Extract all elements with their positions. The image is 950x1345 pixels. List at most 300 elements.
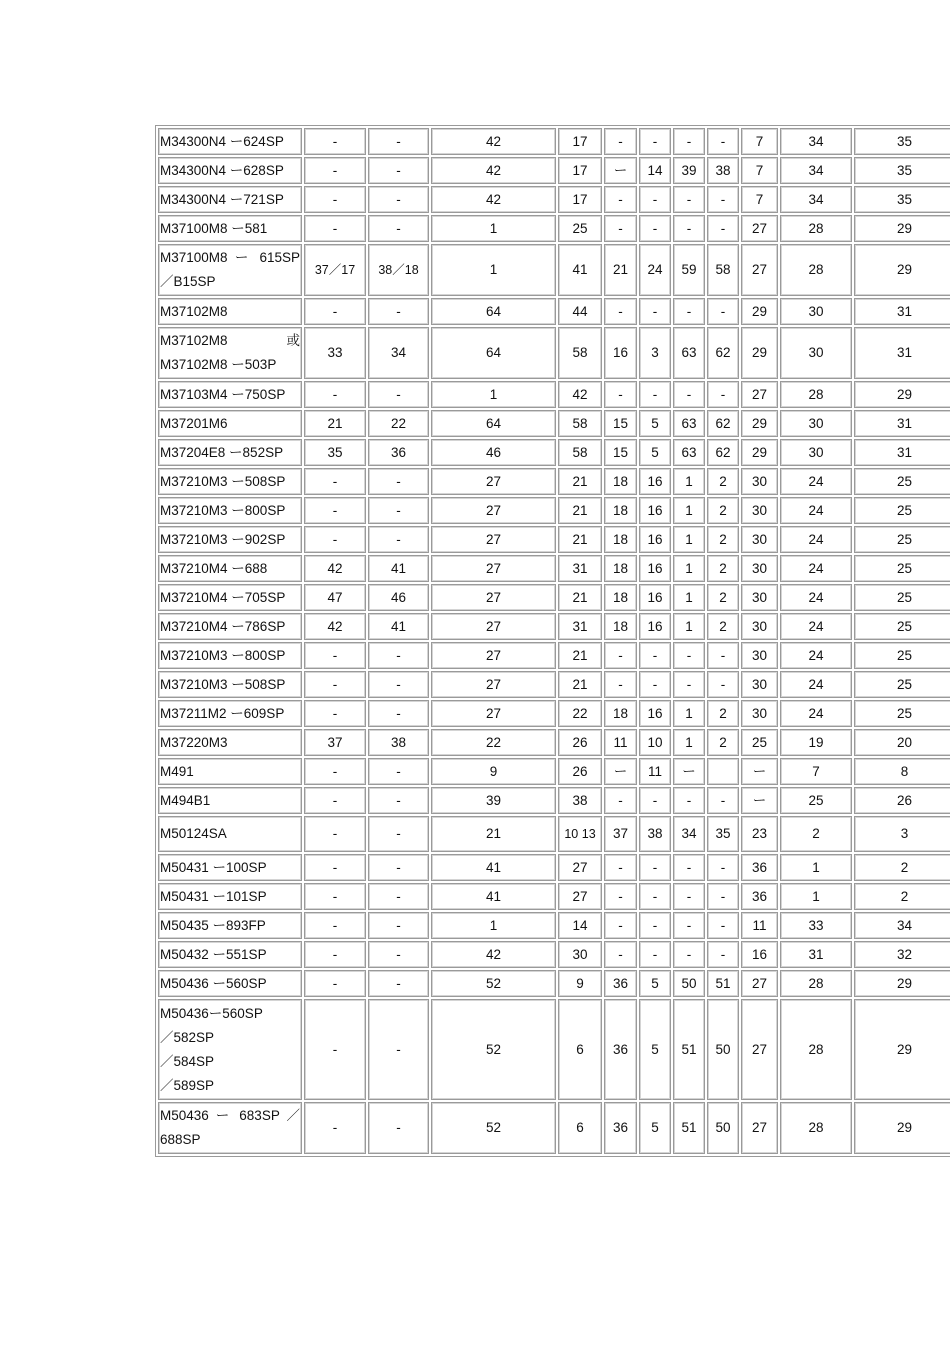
model-cell — [158, 642, 302, 669]
value-cell: - — [304, 941, 366, 968]
model-cell — [158, 816, 302, 852]
value-cell: 52 — [431, 1102, 556, 1154]
value-cell: - — [707, 941, 739, 968]
model-line: M491 — [160, 763, 194, 779]
table-row — [158, 468, 950, 495]
value-cell: 2 — [707, 468, 739, 495]
value-cell: 26 — [854, 787, 950, 814]
model-line: 688SP — [160, 1132, 201, 1147]
value-cell: - — [304, 215, 366, 242]
value-cell: 1 — [673, 497, 705, 524]
value-cell: - — [639, 941, 671, 968]
model-line: M37103M4 ー750SP — [160, 386, 286, 402]
model-line: M34300N4 ー721SP — [160, 191, 284, 207]
value-cell: 32 — [854, 941, 950, 968]
value-cell: 42 — [431, 128, 556, 155]
value-cell: 27 — [431, 584, 556, 611]
value-cell: - — [673, 215, 705, 242]
value-cell: 16 — [639, 584, 671, 611]
value-cell: - — [304, 526, 366, 553]
value-cell: 22 — [431, 729, 556, 756]
value-cell: 51 — [707, 970, 739, 997]
value-cell: 3 — [639, 327, 671, 379]
table-row — [158, 613, 950, 640]
value-cell: 24 — [780, 584, 852, 611]
value-cell: - — [368, 700, 429, 727]
value-cell: 30 — [741, 700, 778, 727]
value-cell: - — [639, 912, 671, 939]
value-cell: 16 — [639, 613, 671, 640]
value-cell: - — [368, 298, 429, 325]
value-cell: - — [639, 883, 671, 910]
value-cell: 41 — [558, 244, 602, 296]
value-cell: 33 — [304, 327, 366, 379]
table-row — [158, 729, 950, 756]
value-cell: 21 — [604, 244, 637, 296]
value-cell: - — [707, 671, 739, 698]
value-cell: 36 — [604, 999, 637, 1100]
value-cell: - — [639, 215, 671, 242]
model-cell — [158, 327, 302, 379]
value-cell: 1 — [673, 526, 705, 553]
value-cell: 63 — [673, 327, 705, 379]
value-cell: 27 — [741, 215, 778, 242]
value-cell: 64 — [431, 298, 556, 325]
value-cell: 30 — [780, 298, 852, 325]
value-cell: 11 — [639, 758, 671, 785]
model-line: ／589SP — [160, 1077, 215, 1093]
model-cell — [158, 854, 302, 881]
value-cell: 18 — [604, 613, 637, 640]
value-cell — [707, 758, 739, 785]
model-cell — [158, 410, 302, 437]
value-cell: 25 — [854, 497, 950, 524]
value-cell: - — [604, 787, 637, 814]
value-cell: 21 — [558, 671, 602, 698]
value-cell: 52 — [431, 970, 556, 997]
value-cell: 7 — [741, 186, 778, 213]
table-row — [158, 381, 950, 408]
value-cell: 34 — [780, 157, 852, 184]
table-row — [158, 584, 950, 611]
value-cell: 1 — [431, 244, 556, 296]
table-row — [158, 1102, 950, 1154]
model-line: ／582SP — [160, 1029, 215, 1045]
pin-mapping-table — [155, 125, 950, 1157]
value-cell: 50 — [707, 1102, 739, 1154]
model-cell — [158, 128, 302, 155]
table-row — [158, 642, 950, 669]
value-cell: - — [604, 912, 637, 939]
value-cell: 27 — [741, 381, 778, 408]
value-cell: 24 — [780, 526, 852, 553]
value-cell: 42 — [431, 941, 556, 968]
value-cell: - — [639, 381, 671, 408]
model-cell — [158, 758, 302, 785]
value-cell: 52 — [431, 999, 556, 1100]
value-cell: 29 — [854, 244, 950, 296]
model-cell — [158, 298, 302, 325]
value-cell: - — [304, 381, 366, 408]
value-cell: - — [304, 999, 366, 1100]
value-cell: - — [368, 128, 429, 155]
value-cell: 29 — [741, 327, 778, 379]
value-cell: 10 — [639, 729, 671, 756]
value-cell: 7 — [741, 128, 778, 155]
model-line: M37210M3 ー508SP — [160, 473, 286, 489]
value-cell: - — [368, 912, 429, 939]
value-cell: - — [304, 497, 366, 524]
value-cell: 21 — [558, 497, 602, 524]
value-cell: 28 — [780, 215, 852, 242]
value-cell: 27 — [431, 468, 556, 495]
model-line: M37102M8 — [160, 303, 228, 319]
table-row — [158, 787, 950, 814]
value-cell: 27 — [741, 244, 778, 296]
value-cell: 24 — [780, 700, 852, 727]
value-cell: - — [707, 642, 739, 669]
value-cell: ー — [673, 758, 705, 785]
value-cell: 21 — [558, 526, 602, 553]
value-cell: 36 — [741, 883, 778, 910]
value-cell: 36 — [741, 854, 778, 881]
value-cell: 36 — [368, 439, 429, 466]
table-row — [158, 970, 950, 997]
value-cell: - — [604, 215, 637, 242]
value-cell: 29 — [854, 1102, 950, 1154]
value-cell: 25 — [558, 215, 602, 242]
model-cell — [158, 468, 302, 495]
value-cell: - — [604, 883, 637, 910]
value-cell: 34 — [368, 327, 429, 379]
table-row — [158, 758, 950, 785]
value-cell: 30 — [780, 327, 852, 379]
value-cell: 42 — [304, 555, 366, 582]
model-line: M37210M4 ー688 — [160, 560, 268, 576]
value-cell: 51 — [673, 1102, 705, 1154]
model-line: M494B1 — [160, 792, 211, 808]
value-cell: 28 — [780, 244, 852, 296]
value-cell: 15 — [604, 410, 637, 437]
value-cell: 27 — [431, 700, 556, 727]
value-cell: 38 — [558, 787, 602, 814]
value-cell: 1 — [673, 468, 705, 495]
value-cell: 1 — [673, 613, 705, 640]
table-row — [158, 298, 950, 325]
value-cell: 41 — [368, 613, 429, 640]
table-row — [158, 700, 950, 727]
table-row — [158, 999, 950, 1100]
value-cell: - — [639, 787, 671, 814]
value-cell: - — [639, 671, 671, 698]
table-row — [158, 816, 950, 852]
value-cell: 27 — [741, 1102, 778, 1154]
value-cell: 2 — [707, 700, 739, 727]
value-cell: 27 — [741, 999, 778, 1100]
value-cell: - — [639, 854, 671, 881]
value-cell: 64 — [431, 410, 556, 437]
value-cell: 5 — [639, 999, 671, 1100]
value-cell: 5 — [639, 1102, 671, 1154]
value-cell: 16 — [604, 327, 637, 379]
document-page — [155, 125, 950, 1157]
value-cell: 21 — [304, 410, 366, 437]
value-cell: 24 — [639, 244, 671, 296]
value-cell: 17 — [558, 128, 602, 155]
table-row — [158, 883, 950, 910]
value-cell: 15 — [604, 439, 637, 466]
value-cell: 1 — [780, 854, 852, 881]
value-cell: - — [304, 298, 366, 325]
value-cell: 2 — [780, 816, 852, 852]
table-row — [158, 244, 950, 296]
value-cell: 1 — [673, 555, 705, 582]
value-cell: - — [639, 298, 671, 325]
value-cell: 35 — [707, 816, 739, 852]
value-cell: - — [368, 854, 429, 881]
value-cell: - — [604, 298, 637, 325]
value-cell: 21 — [558, 468, 602, 495]
table-row — [158, 854, 950, 881]
value-cell: 30 — [558, 941, 602, 968]
value-cell: - — [673, 787, 705, 814]
value-cell: 18 — [604, 555, 637, 582]
value-cell: - — [368, 883, 429, 910]
value-cell: - — [639, 128, 671, 155]
value-cell: - — [707, 298, 739, 325]
value-cell: 2 — [707, 526, 739, 553]
model-line: M37210M3 ー800SP — [160, 502, 286, 518]
value-cell: 20 — [854, 729, 950, 756]
value-cell: - — [304, 642, 366, 669]
value-cell: 37／17 — [304, 244, 366, 296]
value-cell: 41 — [368, 555, 429, 582]
table-row — [158, 555, 950, 582]
value-cell: 35 — [854, 128, 950, 155]
value-cell: 25 — [854, 642, 950, 669]
value-cell: 51 — [673, 999, 705, 1100]
value-cell: 25 — [854, 468, 950, 495]
value-cell: - — [304, 186, 366, 213]
value-cell: 3 — [854, 816, 950, 852]
value-cell: 29 — [854, 381, 950, 408]
model-cell — [158, 381, 302, 408]
model-line: M37210M4 ー705SP — [160, 589, 286, 605]
model-cell — [158, 912, 302, 939]
value-cell: - — [673, 298, 705, 325]
value-cell: - — [673, 642, 705, 669]
value-cell: - — [304, 816, 366, 852]
value-cell: 50 — [707, 999, 739, 1100]
value-cell: 9 — [558, 970, 602, 997]
model-line: M50124SA — [160, 826, 227, 841]
table-body — [158, 128, 950, 1154]
model-line: M37100M8 ー 615SP — [160, 250, 300, 265]
value-cell: - — [368, 1102, 429, 1154]
table-row — [158, 327, 950, 379]
value-cell: 17 — [558, 186, 602, 213]
value-cell: 34 — [854, 912, 950, 939]
model-cell — [158, 157, 302, 184]
value-cell: 2 — [854, 854, 950, 881]
value-cell: 16 — [639, 555, 671, 582]
value-cell: - — [604, 381, 637, 408]
value-cell: - — [368, 381, 429, 408]
value-cell: - — [304, 758, 366, 785]
value-cell: 16 — [639, 468, 671, 495]
value-cell: - — [604, 854, 637, 881]
table-row — [158, 439, 950, 466]
value-cell: 18 — [604, 526, 637, 553]
value-cell: - — [304, 854, 366, 881]
model-line: M37220M3 — [160, 734, 228, 750]
value-cell: 47 — [304, 584, 366, 611]
value-cell: 34 — [780, 128, 852, 155]
value-cell: 46 — [431, 439, 556, 466]
model-line: M37102M8 ー503P — [160, 357, 277, 372]
value-cell: 18 — [604, 700, 637, 727]
value-cell: 30 — [741, 555, 778, 582]
value-cell: - — [304, 157, 366, 184]
value-cell: 1 — [780, 883, 852, 910]
value-cell: - — [304, 787, 366, 814]
value-cell: 58 — [558, 410, 602, 437]
value-cell: 29 — [741, 410, 778, 437]
value-cell: - — [673, 671, 705, 698]
model-line: M34300N4 ー624SP — [160, 133, 284, 149]
value-cell: 42 — [558, 381, 602, 408]
model-cell — [158, 497, 302, 524]
value-cell: 27 — [431, 613, 556, 640]
model-cell — [158, 729, 302, 756]
value-cell: 16 — [741, 941, 778, 968]
value-cell: 25 — [854, 526, 950, 553]
value-cell: 27 — [431, 497, 556, 524]
model-line: M37102M8 或 — [160, 333, 300, 348]
value-cell: 41 — [431, 854, 556, 881]
value-cell: 31 — [854, 410, 950, 437]
model-line: M37210M3 ー508SP — [160, 676, 286, 692]
value-cell: 28 — [780, 1102, 852, 1154]
value-cell: 14 — [639, 157, 671, 184]
value-cell: - — [304, 912, 366, 939]
value-cell: 31 — [780, 941, 852, 968]
value-cell: 33 — [780, 912, 852, 939]
value-cell: 25 — [854, 555, 950, 582]
value-cell: 58 — [707, 244, 739, 296]
value-cell: - — [304, 128, 366, 155]
value-cell: - — [368, 970, 429, 997]
model-cell — [158, 671, 302, 698]
value-cell: 16 — [639, 700, 671, 727]
value-cell: - — [673, 941, 705, 968]
value-cell: - — [707, 883, 739, 910]
model-cell — [158, 1102, 302, 1154]
value-cell: 28 — [780, 970, 852, 997]
model-cell — [158, 941, 302, 968]
value-cell: - — [673, 381, 705, 408]
value-cell: 31 — [558, 613, 602, 640]
value-cell: 24 — [780, 497, 852, 524]
value-cell: 2 — [707, 584, 739, 611]
model-line: M50436 ー560SP — [160, 975, 267, 991]
value-cell: 31 — [854, 439, 950, 466]
model-line: M50431 ー101SP — [160, 888, 267, 904]
model-line: M50436ー560SP — [160, 1005, 263, 1021]
value-cell: 42 — [431, 157, 556, 184]
value-cell: - — [673, 854, 705, 881]
value-cell: 2 — [707, 613, 739, 640]
model-cell — [158, 999, 302, 1100]
value-cell: 36 — [604, 1102, 637, 1154]
value-cell: - — [673, 883, 705, 910]
value-cell: 38／18 — [368, 244, 429, 296]
value-cell: 11 — [741, 912, 778, 939]
value-cell: 62 — [707, 410, 739, 437]
value-cell: 29 — [854, 970, 950, 997]
model-line: M34300N4 ー628SP — [160, 162, 284, 178]
value-cell: 1 — [431, 215, 556, 242]
value-cell: 38 — [639, 816, 671, 852]
value-cell: 25 — [741, 729, 778, 756]
value-cell: 21 — [558, 642, 602, 669]
value-cell: - — [368, 758, 429, 785]
model-line: M37210M3 ー902SP — [160, 531, 286, 547]
value-cell: 17 — [558, 157, 602, 184]
value-cell: 18 — [604, 497, 637, 524]
value-cell: - — [707, 854, 739, 881]
model-line: M37100M8 ー581 — [160, 220, 268, 236]
model-cell — [158, 700, 302, 727]
value-cell: 42 — [304, 613, 366, 640]
value-cell: 24 — [780, 671, 852, 698]
table-row — [158, 526, 950, 553]
value-cell: 1 — [431, 912, 556, 939]
value-cell: - — [368, 671, 429, 698]
model-line: ／584SP — [160, 1053, 215, 1069]
table-row — [158, 186, 950, 213]
value-cell: 10 13 — [558, 816, 602, 852]
value-cell: 44 — [558, 298, 602, 325]
value-cell: 27 — [741, 970, 778, 997]
value-cell: 62 — [707, 327, 739, 379]
value-cell: ー — [741, 758, 778, 785]
value-cell: - — [639, 186, 671, 213]
value-cell: 30 — [741, 584, 778, 611]
model-line: M37201M6 — [160, 415, 228, 431]
value-cell: 18 — [604, 584, 637, 611]
value-cell: - — [368, 186, 429, 213]
value-cell: - — [707, 215, 739, 242]
value-cell: - — [604, 128, 637, 155]
model-line: M37210M4 ー786SP — [160, 618, 286, 634]
value-cell: 28 — [780, 999, 852, 1100]
value-cell: - — [304, 883, 366, 910]
value-cell: 26 — [558, 729, 602, 756]
value-cell: 22 — [558, 700, 602, 727]
value-cell: 30 — [741, 497, 778, 524]
value-cell: 42 — [431, 186, 556, 213]
value-cell: 18 — [604, 468, 637, 495]
model-line: M50436 ー 683SP ／ — [160, 1108, 300, 1123]
value-cell: 8 — [854, 758, 950, 785]
value-cell: 30 — [741, 642, 778, 669]
table-row — [158, 912, 950, 939]
value-cell: 27 — [558, 854, 602, 881]
value-cell: - — [604, 941, 637, 968]
value-cell: 2 — [707, 497, 739, 524]
table-row — [158, 497, 950, 524]
